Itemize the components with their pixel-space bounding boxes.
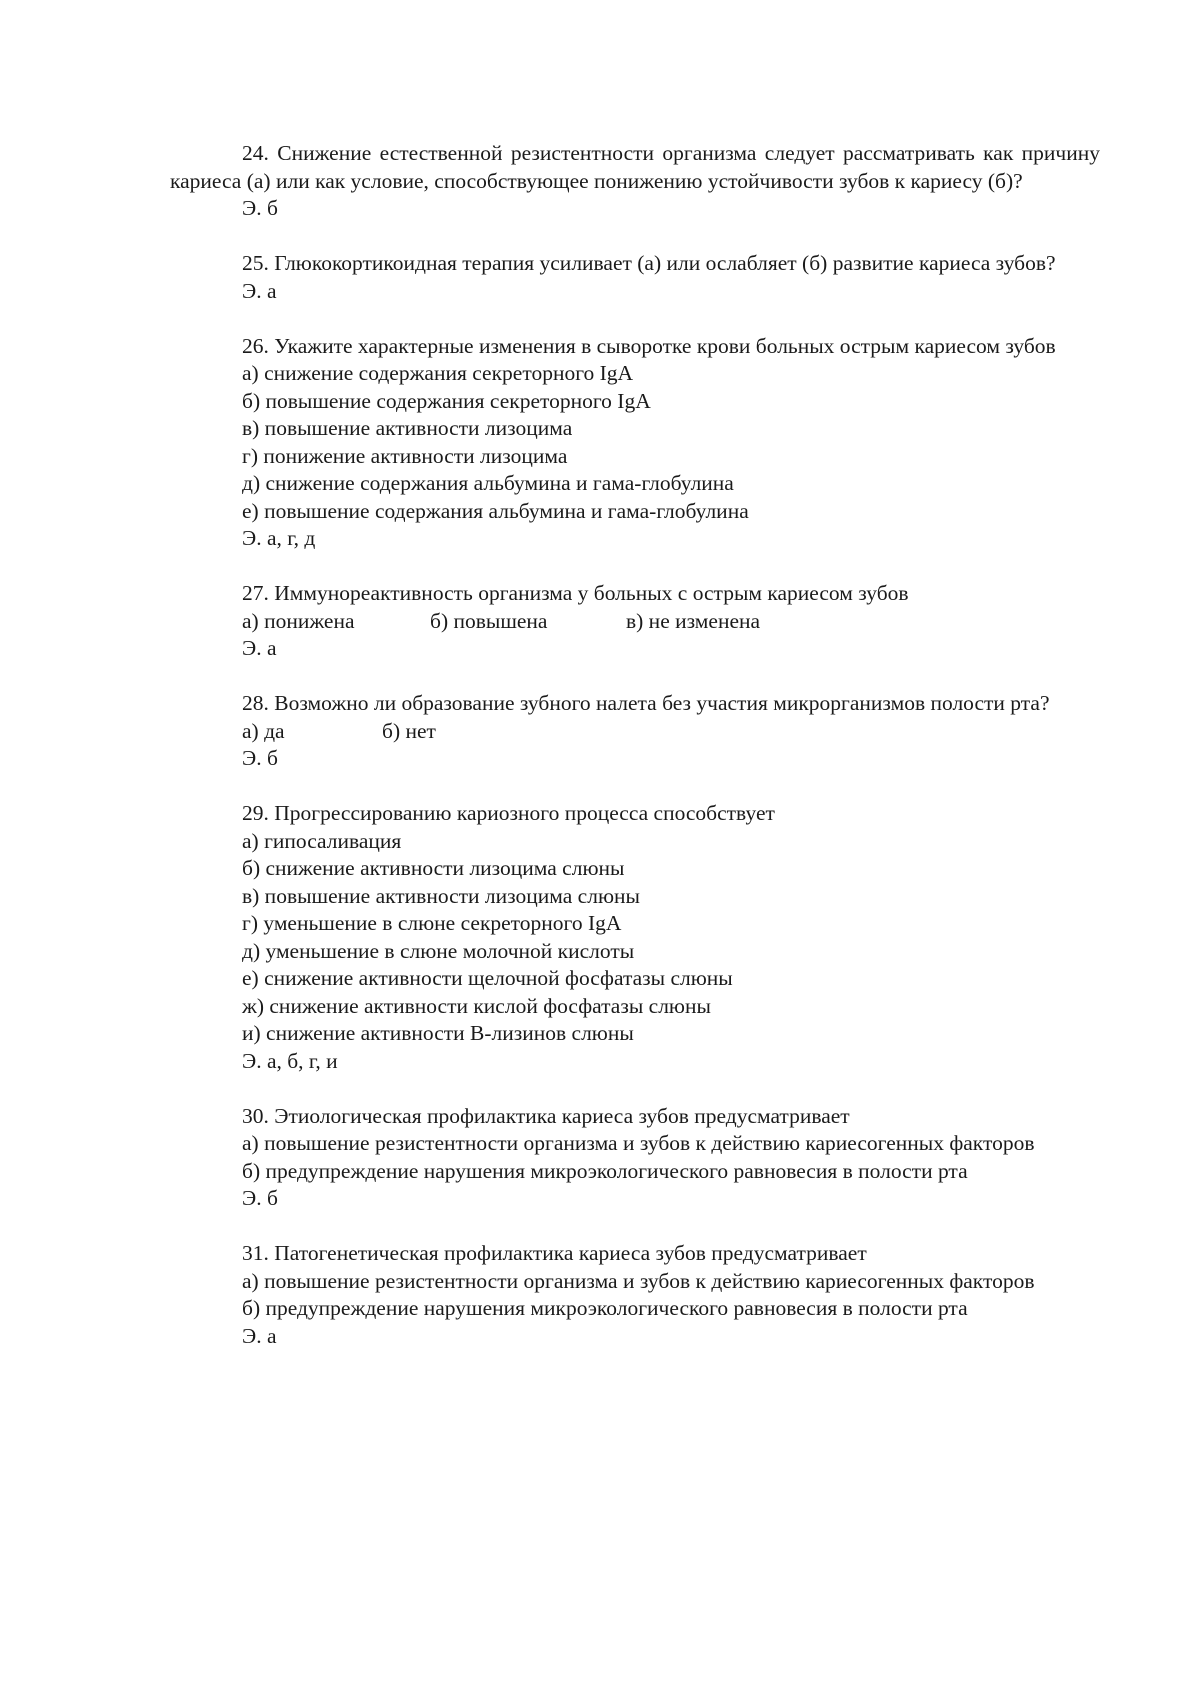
- answer-key: Э. а, г, д: [242, 526, 316, 550]
- answer-option: в) повышение активности лизоцима слюны: [242, 883, 640, 908]
- question-stem: 31. Патогенетическая профилактика кариеса зубов предусматривает: [242, 1241, 867, 1265]
- question-26: [170, 333, 1100, 553]
- answer-option: б) нет: [382, 718, 436, 743]
- answer-key: Э. а: [242, 636, 277, 660]
- answer-option: б) снижение активности лизоцима слюны: [242, 856, 625, 880]
- document-page: [170, 140, 1100, 1378]
- question-30: [170, 1103, 1100, 1213]
- question-28: [170, 690, 1100, 773]
- answer-option: ж) снижение активности кислой фосфатазы слюны: [242, 993, 711, 1018]
- question-25: [170, 250, 1100, 305]
- answer-option: е) повышение содержания альбумина и гама-глобулина: [242, 498, 749, 523]
- answer-options-row: [170, 608, 1100, 636]
- question-stem: 30. Этиологическая профилактика кариеса зубов предусматривает: [242, 1103, 850, 1128]
- answer-key: Э. б: [242, 746, 278, 770]
- question-24: [170, 140, 1100, 223]
- question-27: [170, 580, 1100, 663]
- question-stem: 26. Укажите характерные изменения в сыворотке крови больных острым кариесом зубов: [242, 333, 1056, 358]
- question-stem: 25. Глюкокортикоидная терапия усиливает (а) или ослабляет (б) развитие кариеса зубов?: [242, 251, 1056, 275]
- answer-options-row: [170, 718, 1100, 746]
- answer-option: е) снижение активности щелочной фосфатазы слюны: [242, 966, 733, 990]
- answer-key: Э. б: [242, 196, 278, 220]
- answer-key: Э. а: [242, 1323, 277, 1348]
- answer-option: а) повышение резистентности организма и зубов к действию кариесогенных факторов: [242, 1268, 1035, 1293]
- answer-key: Э. а, б, г, и: [242, 1048, 338, 1073]
- answer-option: б) предупреждение нарушения микроэкологического равновесия в полости рта: [242, 1158, 968, 1183]
- question-29: [170, 800, 1100, 1075]
- answer-option: а) понижена: [242, 608, 355, 633]
- answer-option: а) да: [242, 718, 285, 743]
- answer-option: а) снижение содержания секреторного IgA: [242, 361, 634, 385]
- question-stem: 24. Снижение естественной резистентности организма следует рассматривать как причину кариеса (а) или как условие, способствующее понижению устойчивости зубов к кариесу (б)?: [170, 141, 1100, 193]
- answer-option: б) повышена: [430, 608, 548, 633]
- answer-option: в) повышение активности лизоцима: [242, 416, 573, 440]
- answer-option: а) гипосаливация: [242, 828, 402, 853]
- answer-option: б) повышение содержания секреторного IgA: [242, 388, 651, 413]
- question-stem: 29. Прогрессированию кариозного процесса способствует: [242, 801, 775, 825]
- question-stem: 28. Возможно ли образование зубного налета без участия микрорганизмов полости рта?: [242, 691, 1050, 715]
- answer-option: д) уменьшение в слюне молочной кислоты: [242, 938, 635, 963]
- answer-option: и) снижение активности В-лизинов слюны: [242, 1021, 634, 1045]
- answer-option: б) предупреждение нарушения микроэкологического равновесия в полости рта: [242, 1296, 968, 1320]
- answer-option: г) понижение активности лизоцима: [242, 443, 568, 468]
- question-31: [170, 1240, 1100, 1350]
- answer-key: Э. б: [242, 1186, 278, 1210]
- answer-option: г) уменьшение в слюне секреторного IgA: [242, 911, 622, 935]
- answer-option: д) снижение содержания альбумина и гама-глобулина: [242, 471, 734, 495]
- answer-key: Э. а: [242, 278, 277, 303]
- answer-option: а) повышение резистентности организма и зубов к действию кариесогенных факторов: [242, 1131, 1035, 1155]
- question-stem: 27. Иммунореактивность организма у больных с острым кариесом зубов: [242, 581, 909, 605]
- answer-option: в) не изменена: [626, 608, 761, 633]
